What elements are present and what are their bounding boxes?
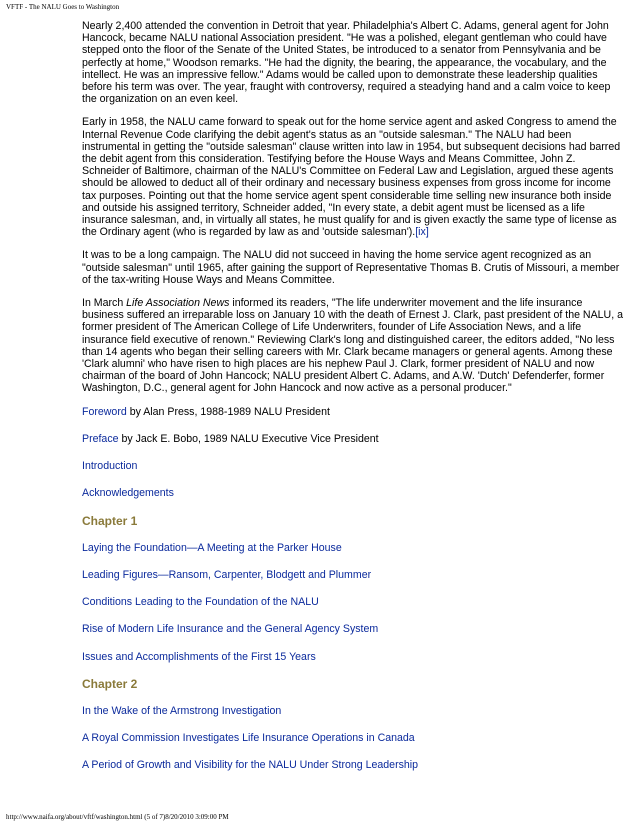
ch1-link-4[interactable]: Rise of Modern Life Insurance and the General Agency System — [82, 623, 379, 636]
toc-item — [82, 623, 624, 635]
ch1-link-3[interactable]: Conditions Leading to the Foundation of the NALU — [82, 596, 319, 609]
paragraph-2-text: Early in 1958, the NALU came forward to speak out for the home service agent and asked Congress to amend the Internal Revenue Code clarifying the debit agent's status as an "outside salesman." The NALU had been instrumental in getting the "outside salesman" clause written into law in 1954, but subsequent decisions had barred the debit agent from this consideration. Testifying before the House Ways and Means Committee, John Z. Schneider of Baltimore, chairman of the NALU's Committee on Federal Law and Legislation, argued these agents should be allowed to deduct all of their ordinary and necessary business expenses from gross income for income tax purposes. Pointing out that the home service agent spent considerable time selling new insurance both inside and outside his assigned territory, Schneider added, "In every state, a debit agent must be licensed as a life insurance salesman, and, in virtually all states, he must qualify for and is given exactly the same type of license as the Ordinary agent (who is regarded by law as and 'outside salesman'). — [82, 116, 621, 239]
toc-preface — [82, 433, 624, 445]
toc-item — [82, 542, 624, 554]
toc-item — [82, 569, 624, 581]
toc-item — [82, 705, 624, 717]
article-body — [82, 20, 624, 787]
toc-item — [82, 596, 624, 608]
foreword-link[interactable]: Foreword — [82, 405, 127, 418]
preface-link[interactable]: Preface — [82, 432, 119, 445]
acknowledgements-link[interactable]: Acknowledgements — [82, 487, 174, 500]
toc-acknowledgements — [82, 487, 624, 499]
chapter-1-heading: Chapter 1 — [82, 513, 138, 528]
paragraph-3: It was to be a long campaign. The NALU did not succeed in having the home service agent recognized as an "outside salesman" until 1965, after gaining the support of Representative Thomas B. Crutis of Missouri, a member of the tax-writing House Ways and Means Committee. — [82, 249, 620, 286]
paragraph-2 — [82, 116, 624, 238]
introduction-link[interactable]: Introduction — [82, 460, 138, 473]
toc-foreword — [82, 406, 624, 418]
toc-introduction — [82, 460, 624, 472]
toc-item — [82, 732, 624, 744]
page-footer: http://www.naifa.org/about/vftf/washington.html (5 of 7)8/20/2010 3:09:00 PM — [6, 813, 229, 821]
toc-item — [82, 651, 624, 663]
preface-byline: by Jack E. Bobo, 1989 NALU Executive Vice President — [118, 432, 379, 445]
toc-item — [82, 759, 624, 771]
publication-title: Life Association News — [126, 297, 230, 310]
ch2-link-2[interactable]: A Royal Commission Investigates Life Insurance Operations in Canada — [82, 732, 415, 745]
chapter-2-heading: Chapter 2 — [82, 676, 138, 691]
paragraph-4-rest: informed its readers, "The life underwriter movement and the life insurance business suffered an irreparable loss on January 10 with the death of Ernest J. Clark, past president of the NALU, a former president of The American College of Life Underwriters, founder of Life Association News, and a life insurance field executive of renown." Reviewing Clark's long and distinguished career, the editors added, "No less than 14 agents who began their selling careers with Mr. Clark became managers or general agents. Among these 'Clark alumni' who have risen to high places are his nephew Paul J. Clark, former president of NALU and now chairman of the board of John Hancock; NALU president Albert C. Adams, and A.W. 'Dutch' Defenderfer, former Washington, D.C., general agent for John Hancock and now active as a personal producer." — [82, 297, 623, 395]
paragraph-1: Nearly 2,400 attended the convention in Detroit that year. Philadelphia's Albert C. Adams, general agent for John Hancock, became NALU national Association president. "He was a polished, elegant gentleman who could have stepped onto the floor of the Senate of the United States, be introduced to a senator from Pennsylvania and be perfectly at home," Woodson remarks. "He had the dignity, the bearing, the appearance, the vocabulary, and the intellect. He was an impressive fellow." Adams would be called upon to demonstrate these leadership qualities before his term was over. The year, fraught with controversy, required a steadying hand and a calm voice to keep the organization on an even keel. — [82, 20, 611, 106]
page-header: VFTF - The NALU Goes to Washington — [6, 3, 120, 11]
footnote-ix-link[interactable]: [ix] — [415, 226, 429, 239]
ch1-link-2[interactable]: Leading Figures—Ransom, Carpenter, Blodgett and Plummer — [82, 568, 372, 581]
foreword-byline: by Alan Press, 1988-1989 NALU President — [126, 405, 330, 418]
ch1-link-5[interactable]: Issues and Accomplishments of the First 15 Years — [82, 650, 316, 663]
paragraph-4 — [82, 297, 624, 395]
paragraph-4-intro: In March — [82, 297, 127, 310]
ch1-link-1[interactable]: Laying the Foundation—A Meeting at the Parker House — [82, 541, 342, 554]
ch2-link-3[interactable]: A Period of Growth and Visibility for the NALU Under Strong Leadership — [82, 759, 419, 772]
ch2-link-1[interactable]: In the Wake of the Armstrong Investigation — [82, 704, 282, 717]
